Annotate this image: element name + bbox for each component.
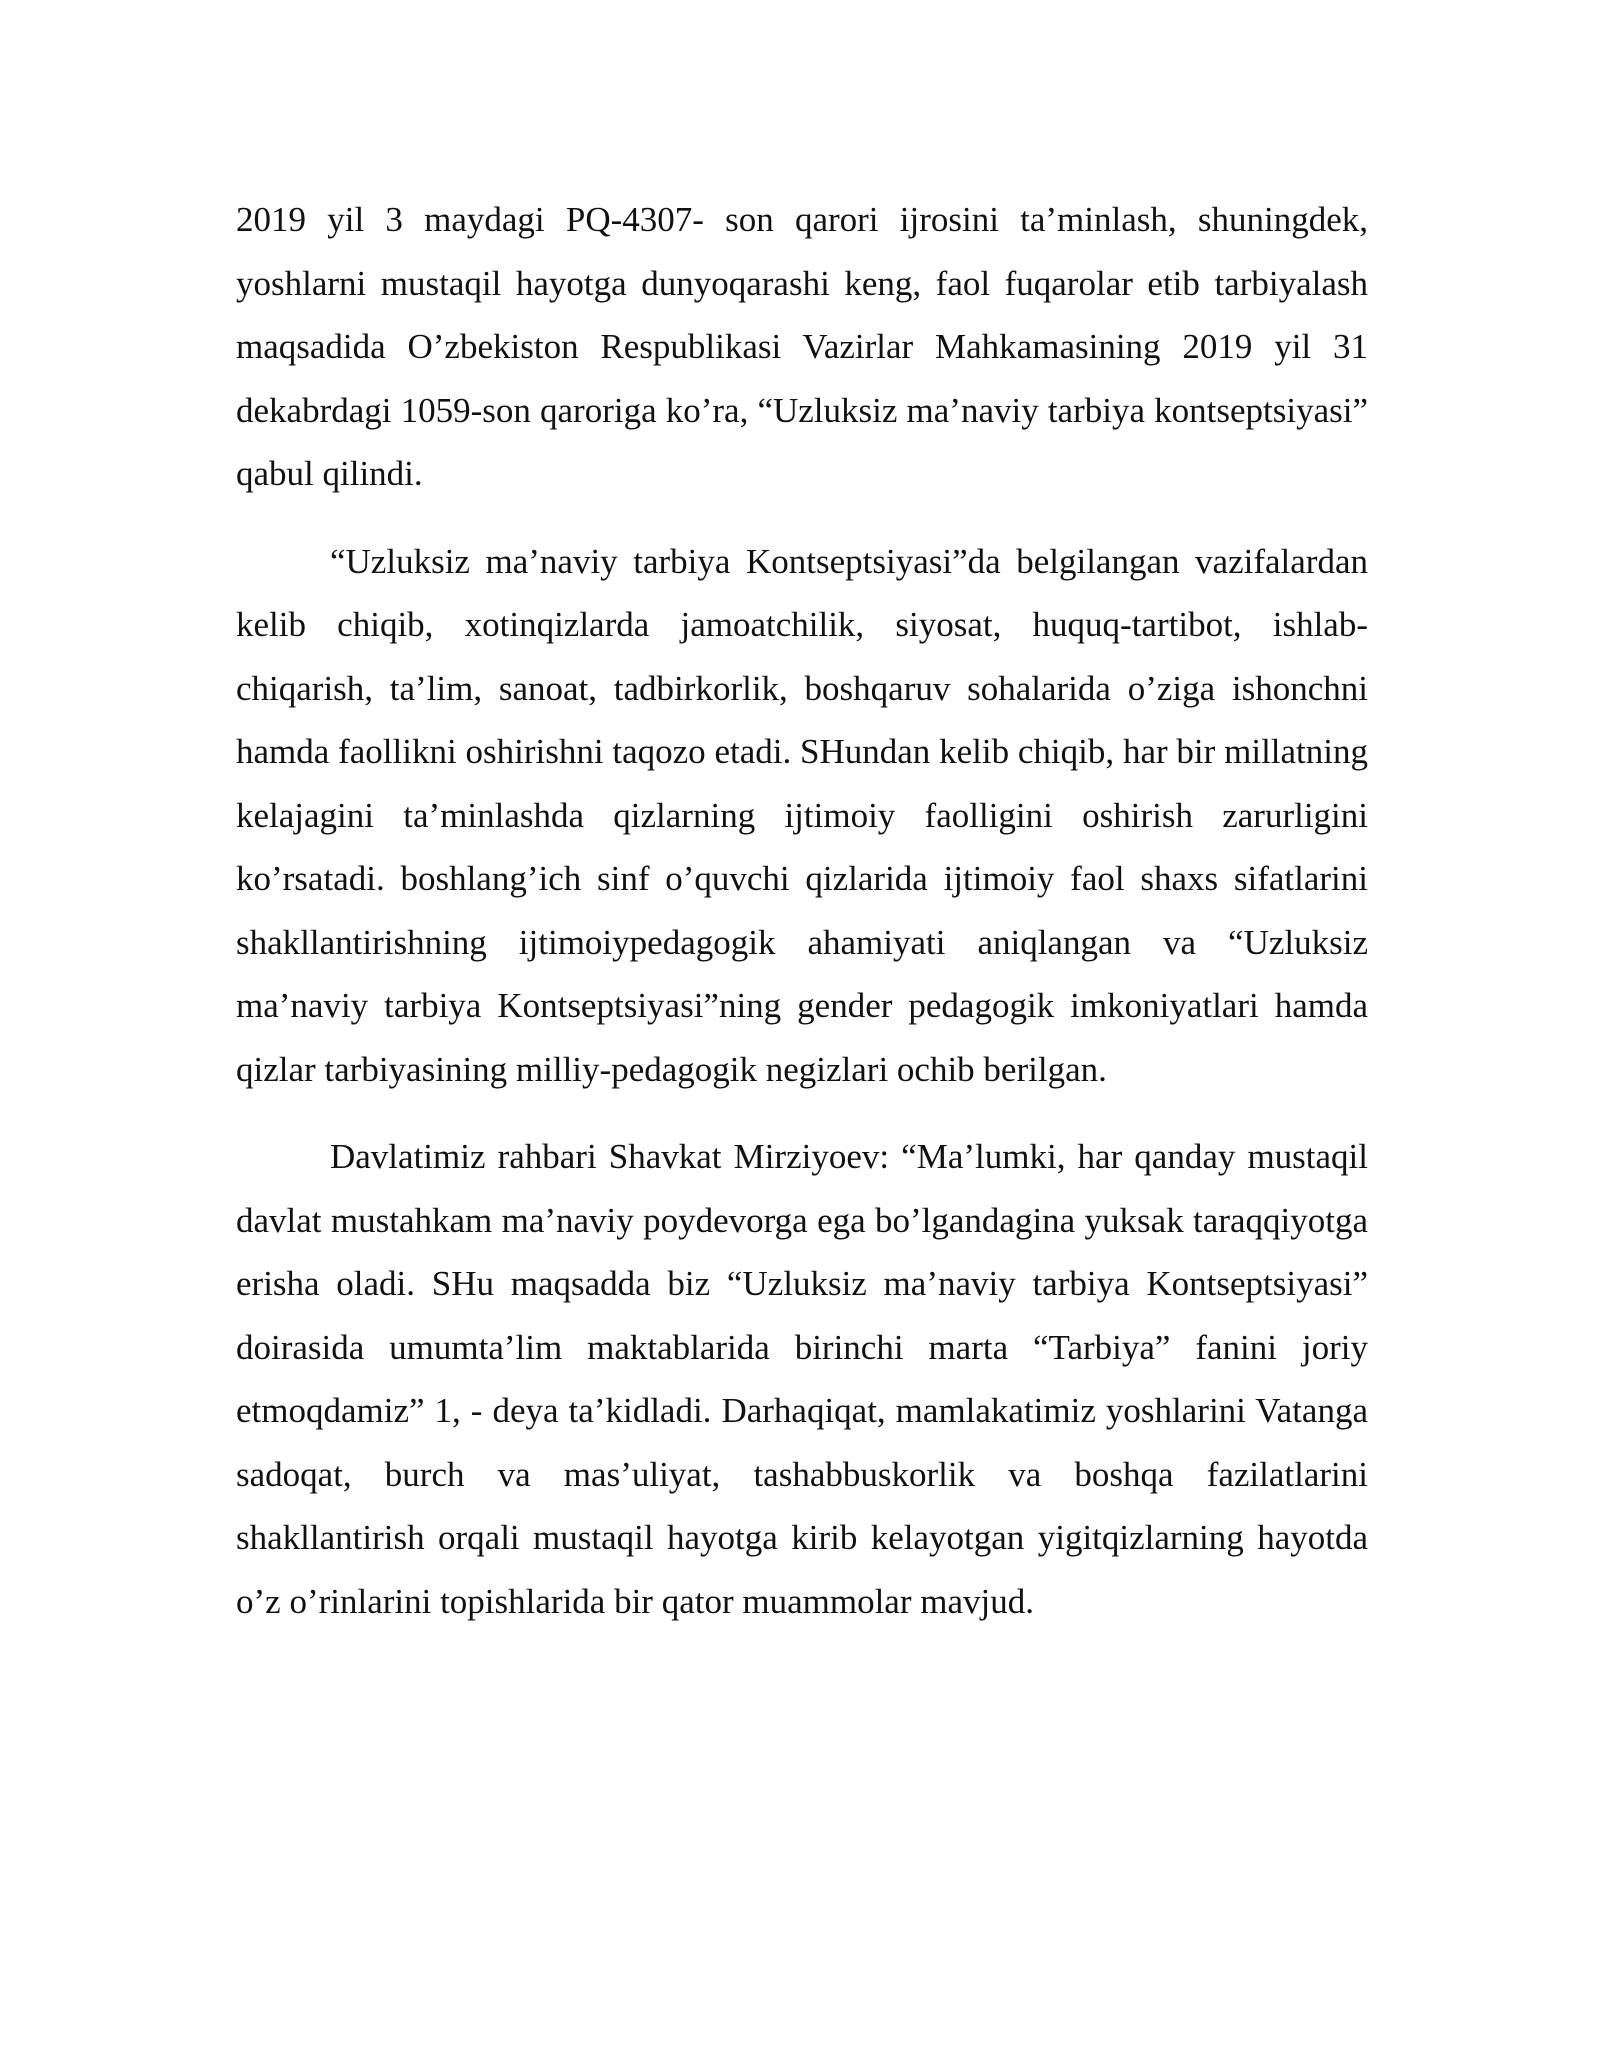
document-body [236, 188, 1368, 1633]
paragraph-1: 2019 yil 3 maydagi PQ-4307- son qarori ijrosini ta’minlash, shuningdek, yoshlarni mustaqil hayotga dunyoqarashi keng, faol fuqarolar etib tarbiyalash maqsadida O’zbekiston Respublikasi Vazirlar Mahkamasining 2019 yil 31 dekabrdagi 1059-son qaroriga ko’ra, “Uzluksiz ma’naviy tarbiya kontseptsiyasi” qabul qilindi. [236, 200, 1368, 493]
paragraph-2: “Uzluksiz ma’naviy tarbiya Kontseptsiyasi”da belgilangan vazifalardan kelib chiqib, xotinqizlarda jamoatchilik, siyosat, huquq-tartibot, ishlab-chiqarish, ta’lim, sanoat, tadbirkorlik, boshqaruv sohalarida o’ziga ishonchni hamda faollikni oshirishni taqozo etadi. SHundan kelib chiqib, har bir millatning kelajagini ta’minlashda qizlarning ijtimoiy faolligini oshirish zarurligini ko’rsatadi. boshlang’ich sinf o’quvchi qizlarida ijtimoiy faol shaxs sifatlarini shakllantirishning ijtimoiypedagogik ahamiyati aniqlangan va “Uzluksiz ma’naviy tarbiya Kontseptsiyasi”ning gender pedagogik imkoniyatlari hamda qizlar tarbiyasining milliy-pedagogik negizlari ochib berilgan. [236, 541, 1368, 1089]
paragraph-3: Davlatimiz rahbari Shavkat Mirziyoev: “Ma’lumki, har qanday mustaqil davlat mustahkam ma’naviy poydevorga ega bo’lgandagina yuksak taraqqiyotga erisha oladi. SHu maqsadda biz “Uzluksiz ma’naviy tarbiya Kontseptsiyasi” doirasida umumta’lim maktablarida birinchi marta “Tarbiya” fanini joriy etmoqdamiz” 1, - deya ta’kidladi. Darhaqiqat, mamlakatimiz yoshlarini Vatanga sadoqat, burch va mas’uliyat, tashabbuskorlik va boshqa fazilatlarini shakllantirish orqali mustaqil hayotga kirib kelayotgan yigitqizlarning hayotda o’z o’rinlarini topishlarida bir qator muammolar mavjud. [236, 1137, 1368, 1621]
